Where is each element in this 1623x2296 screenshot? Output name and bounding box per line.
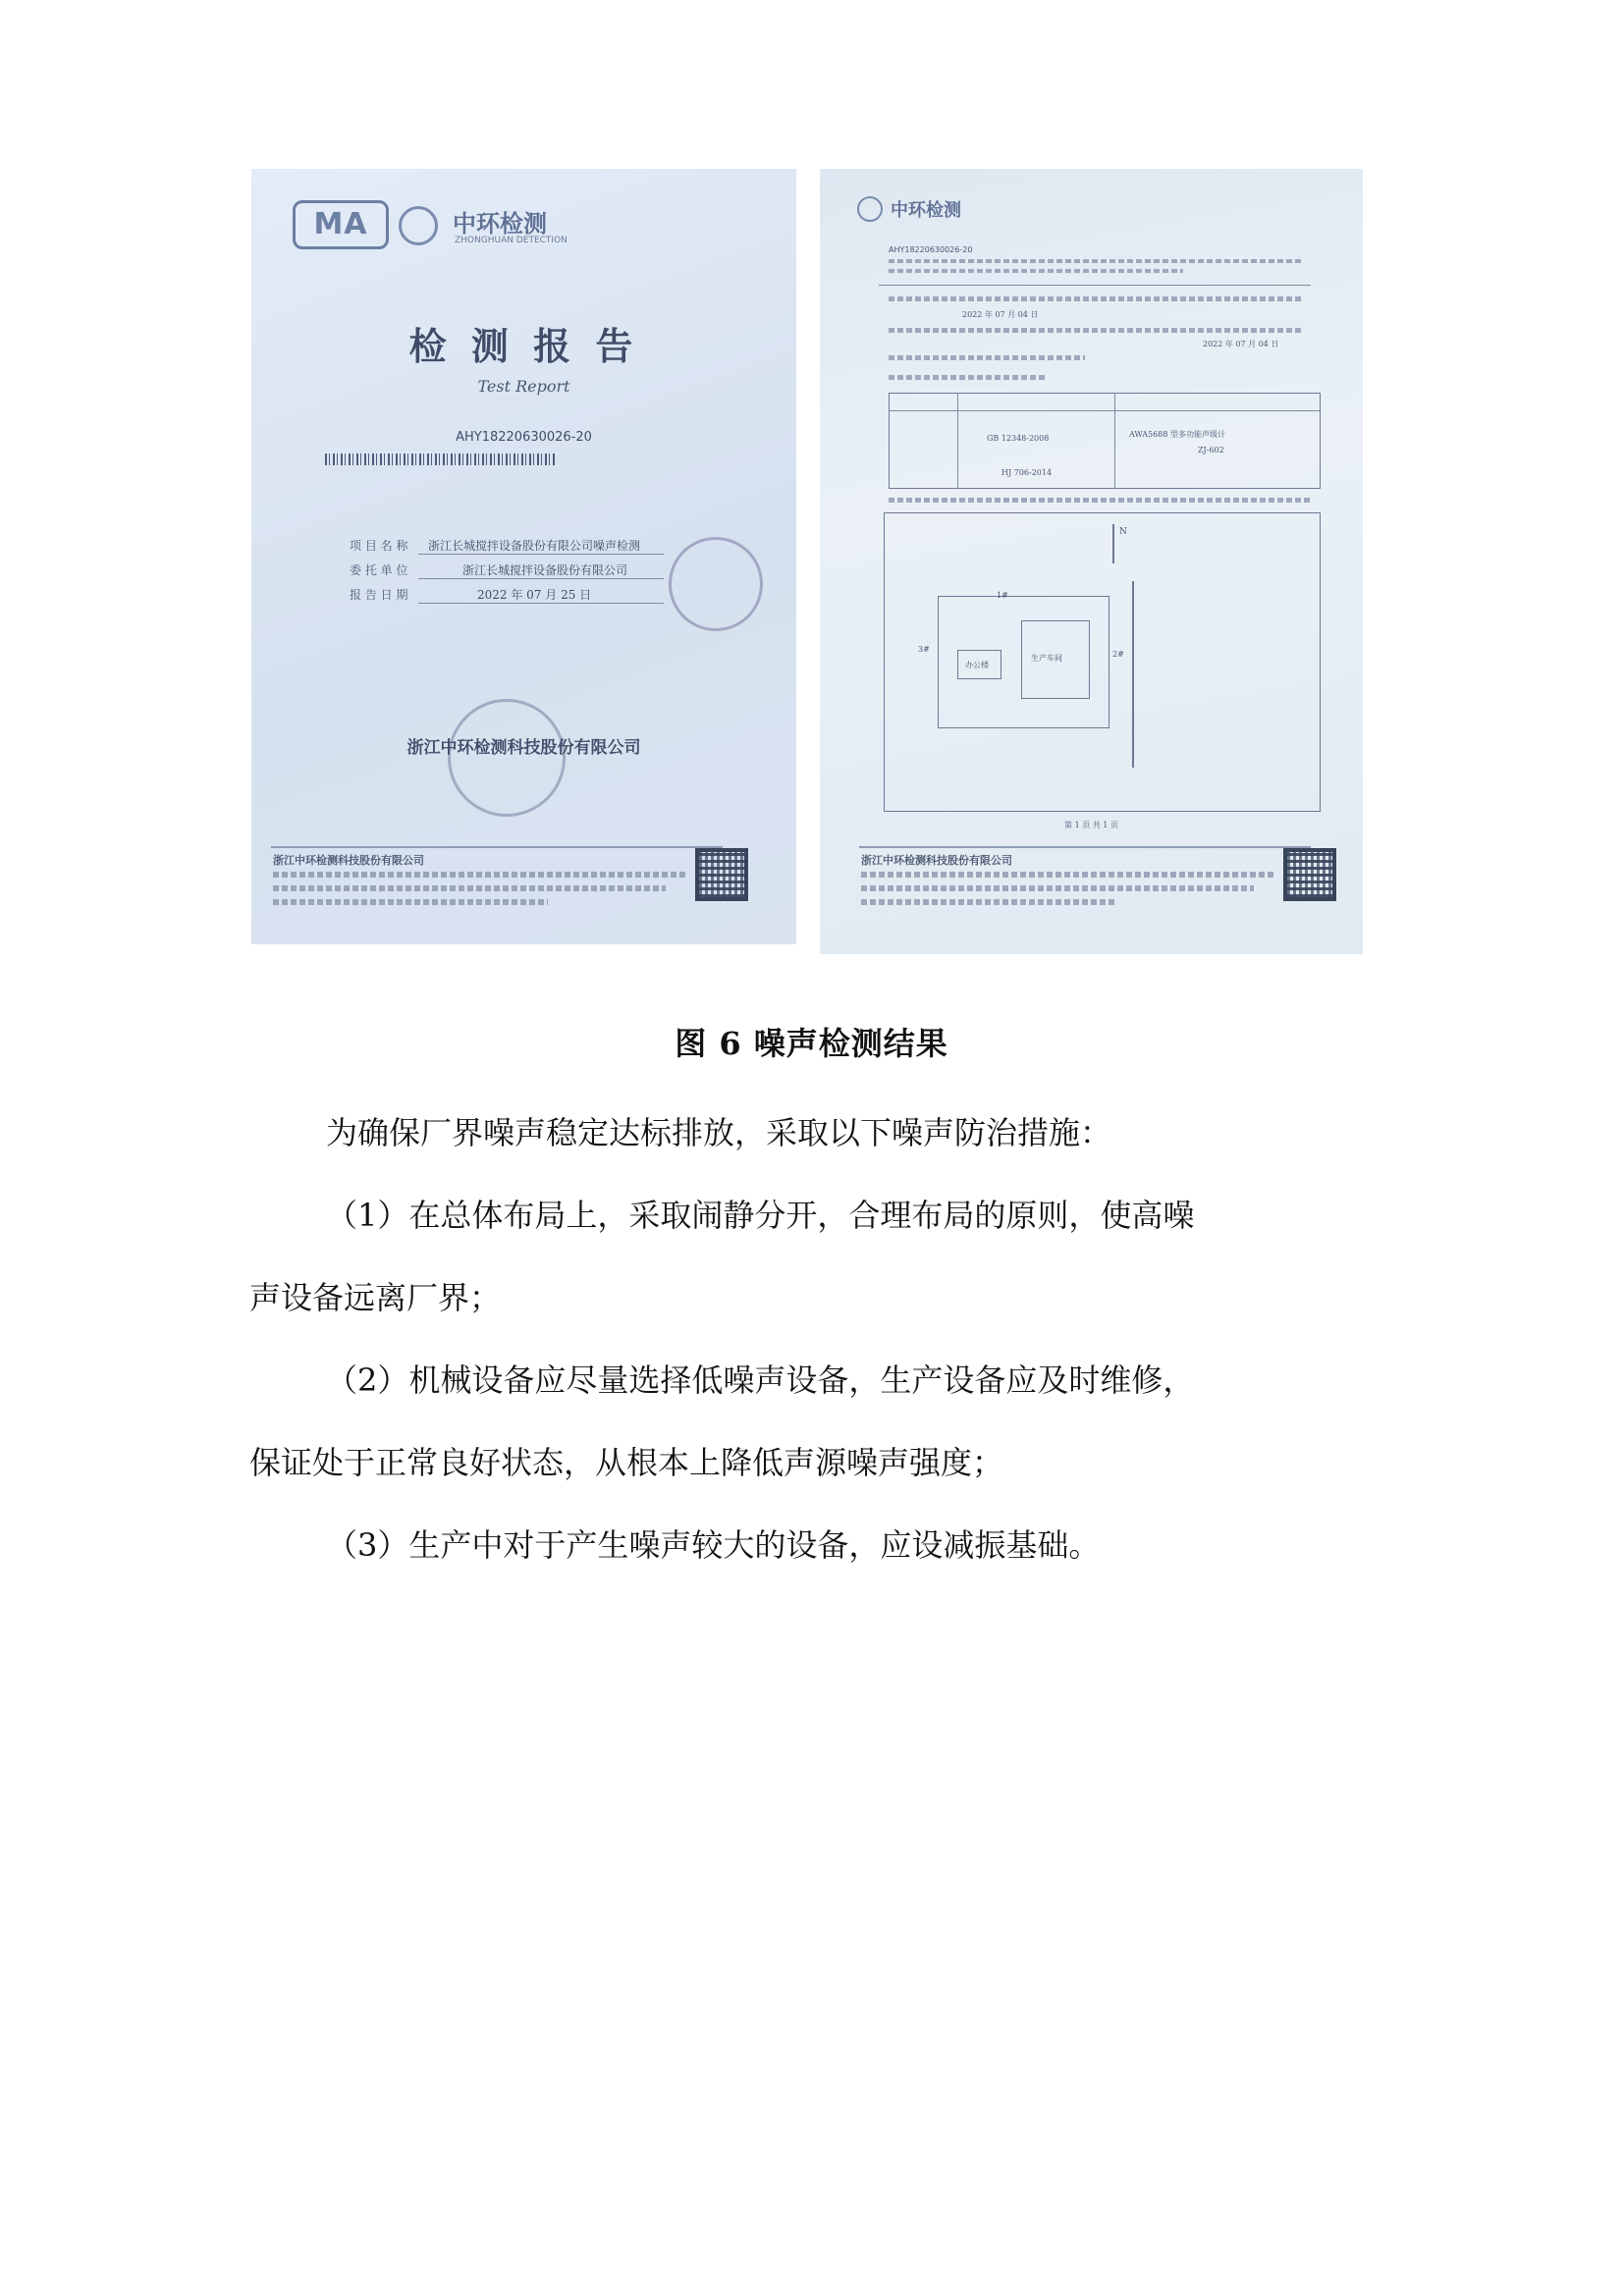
data-footer-rule — [859, 846, 1311, 848]
red-seal-stamp — [669, 537, 763, 631]
data-qr-code — [1283, 848, 1336, 901]
data-table-col-rule — [957, 393, 958, 489]
cover-row-underline — [418, 603, 664, 604]
map-workshop-label: 生产车间 — [1031, 654, 1062, 663]
cover-report-number: AHY18220630026-20 — [456, 430, 592, 445]
data-instrument-id: ZJ-602 — [1198, 446, 1224, 454]
intro-paragraph: 为确保厂界噪声稳定达标排放，采取以下噪声防治措施： — [326, 1114, 1112, 1151]
cover-qr-code — [695, 848, 748, 901]
cover-row-underline — [418, 578, 664, 579]
data-footer-company: 浙江中环检测科技股份有限公司 — [861, 854, 1012, 867]
data-footer-address-line — [861, 899, 1116, 905]
data-note-line — [889, 269, 1183, 273]
map-north-label: N — [1119, 527, 1127, 537]
cover-subtitle: Test Report — [477, 377, 570, 396]
measure-2-line-1: （2）机械设备应尽量选择低噪声设备，生产设备应及时维修， — [326, 1362, 1195, 1399]
company-logo-icon — [399, 206, 438, 245]
map-point-label: 2# — [1112, 650, 1124, 659]
cover-title: 检 测 报 告 — [408, 324, 639, 368]
map-point-label: 3# — [918, 645, 930, 654]
data-instrument-table — [889, 393, 1321, 489]
company-logo-icon — [857, 196, 883, 222]
data-standard: GB 12348-2008 — [987, 434, 1050, 443]
cover-issuer: 浙江中环检测科技股份有限公司 — [406, 738, 641, 758]
cover-footer-address-line — [273, 872, 685, 878]
map-point-label: 1# — [997, 591, 1008, 600]
data-footer-address-line — [861, 872, 1273, 878]
cover-row-value: 2022 年 07 月 25 日 — [477, 588, 592, 602]
figure-caption: 图 6 噪声检测结果 — [675, 1025, 948, 1062]
data-info-line — [889, 355, 1085, 360]
cover-row-value: 浙江长城搅拌设备股份有限公司 — [462, 563, 628, 577]
data-page-mark: 第 1 页 共 1 页 — [1064, 821, 1118, 829]
measure-1-line-1: （1）在总体布局上，采取闹静分开，合理布局的原则，使高噪 — [326, 1197, 1195, 1234]
data-instrument: AWA5688 型多功能声级计 — [1129, 430, 1225, 439]
cover-footer-address-line — [273, 885, 666, 891]
cover-row-label: 项 目 名 称 — [350, 539, 408, 553]
data-date: 2022 年 07 月 04 日 — [1203, 340, 1279, 348]
data-info-line — [889, 296, 1301, 301]
report-cover-photo — [251, 169, 796, 944]
cma-mark-text: MA — [313, 207, 368, 241]
cover-row-value: 浙江长城搅拌设备股份有限公司噪声检测 — [428, 539, 641, 553]
map-road — [1132, 581, 1134, 768]
cma-logo — [293, 200, 389, 249]
report-barcode — [325, 454, 556, 465]
data-header-rule — [879, 285, 1311, 286]
issuer-seal-stamp — [448, 699, 566, 817]
data-report-number: AHY18220630026-20 — [889, 245, 973, 254]
map-office-label: 办公楼 — [965, 661, 989, 669]
cover-footer-company: 浙江中环检测科技股份有限公司 — [273, 854, 424, 867]
cover-row-label: 委 托 单 位 — [350, 563, 408, 577]
data-table-col-rule — [1114, 393, 1115, 489]
data-note-line — [889, 259, 1301, 263]
data-info-line — [889, 328, 1301, 333]
north-arrow-icon — [1112, 524, 1114, 563]
report-data-photo — [820, 169, 1363, 954]
measure-3: （3）生产中对于产生噪声较大的设备，应设减振基础。 — [326, 1526, 1101, 1564]
data-standard-line — [889, 498, 1311, 503]
cover-footer-address-line — [273, 899, 548, 905]
data-company-short: 中环检测 — [891, 200, 961, 221]
measure-2-line-2: 保证处于正常良好状态，从根本上降低声源噪声强度； — [249, 1444, 1004, 1481]
data-info-line — [889, 375, 1046, 380]
cover-company-short-en: ZHONGHUAN DETECTION — [455, 236, 568, 245]
data-footer-address-line — [861, 885, 1254, 891]
data-standard: HJ 706-2014 — [1001, 468, 1053, 477]
cover-footer-rule — [271, 846, 723, 848]
cover-row-underline — [418, 554, 664, 555]
data-table-rule — [889, 410, 1321, 411]
cover-company-short: 中环检测 — [453, 210, 547, 238]
cover-row-label: 报 告 日 期 — [350, 588, 408, 602]
measure-1-line-2: 声设备远离厂界； — [249, 1279, 502, 1316]
data-date: 2022 年 07 月 04 日 — [962, 310, 1039, 319]
